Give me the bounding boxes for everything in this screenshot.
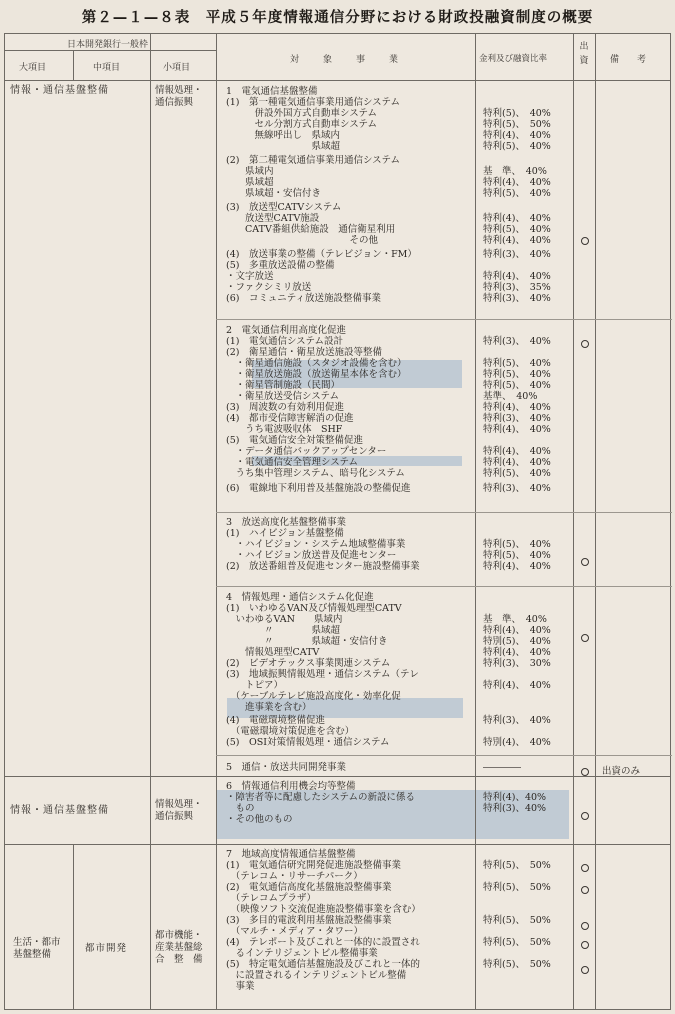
row-rate-text: 特利(3)、40% — [483, 803, 547, 814]
row-target-text: るインテリジェントビル整備事業 — [226, 948, 378, 959]
cat3-medium: 都市開発 — [85, 943, 128, 954]
row-target-text: 県域超 — [226, 177, 274, 188]
row-rate-text: 特利(4)、 40% — [483, 647, 551, 658]
invest-mark — [581, 558, 589, 566]
row-rate-text: 特利(3)、 40% — [483, 249, 551, 260]
row-rate-text: 特利(4)、 40% — [483, 625, 551, 636]
row-target-text: ・衛星放送受信システム — [226, 391, 340, 402]
cat3-small-1: 都市機能・ — [155, 930, 203, 941]
cat3-large-2: 基盤整備 — [13, 949, 52, 960]
invest-mark — [581, 886, 589, 894]
row-target-text: に設置されるインテリジェントビル整備 — [226, 970, 407, 981]
row-target-text: (4) 都市受信障害解消の促進 — [226, 413, 354, 424]
row-target-text: うち電波吸収体 SHF — [226, 424, 343, 435]
row-rate-text: 特利(4)、 40% — [483, 680, 551, 691]
row-rate-text: 特利(4)、 40% — [483, 402, 551, 413]
row-target-text: 放送型CATV施設 — [226, 213, 320, 224]
invest-mark — [581, 864, 589, 872]
row-target-text: ・衛星通信施設（スタジオ設備を含む） — [226, 358, 407, 369]
row-target-text: いわゆるVAN 県域内 — [226, 614, 343, 625]
row-target-text: (5) 多重放送設備の整備 — [226, 260, 335, 271]
row-rate-text: 特利(5)、 50% — [483, 119, 551, 130]
row-rate-text: 特利(4)、 40% — [483, 235, 551, 246]
row-target-text: 進事業を含む） — [226, 702, 312, 713]
cat1-small-2: 通信振興 — [155, 97, 194, 108]
row-rate-text: 特利(5)、 50% — [483, 959, 551, 970]
row-target-text: (1) いわゆるVAN及び情報処理型CATV — [226, 603, 402, 614]
invest-mark — [581, 768, 589, 776]
cat2-small-1: 情報処理・ — [155, 799, 203, 810]
row-target-text: (4) 放送事業の整備（テレビジョン・FM） — [226, 249, 417, 260]
row-target-text: (6) 電線地下利用普及基盤施設の整備促進 — [226, 483, 411, 494]
row-rate-text: 特利(3)、 40% — [483, 715, 551, 726]
row-target-text: (3) 周波数の有効利用促進 — [226, 402, 344, 413]
invest-mark — [581, 941, 589, 949]
invest-mark — [581, 922, 589, 930]
row-target-text: ・文字放送 — [226, 271, 274, 282]
row-target-text: CATV番組供給施設 通信衛星利用 — [226, 224, 396, 235]
row-rate-text: 特利(3)、 40% — [483, 413, 551, 424]
row-rate-text: 特利(5)、 40% — [483, 369, 551, 380]
row-target-text: (1) 電気通信研究開発促進施設整備事業 — [226, 860, 401, 871]
row-target-text: （テレコムプラザ） — [226, 893, 317, 904]
row-target-text: 5 通信・放送共同開発事業 — [226, 762, 347, 773]
row-target-text: 3 放送高度化基盤整備事業 — [226, 517, 347, 528]
row-target-text: トピア） — [226, 680, 284, 691]
header-bank: 日本開発銀行一般枠 — [67, 40, 149, 50]
row-target-text: 2 電気通信利用高度化促進 — [226, 325, 347, 336]
row-target-text: 県域超 — [226, 141, 341, 152]
row-rate-text: 特利(5)、 50% — [483, 882, 551, 893]
header-target: 対 象 事 業 — [290, 55, 401, 65]
row-target-text: 7 地域高度情報通信基盤整備 — [226, 849, 356, 860]
row-target-text: （テレコム・リサーチパーク） — [226, 871, 363, 882]
row-target-text: (5) 電気通信安全対策整備促進 — [226, 435, 363, 446]
row-rate-text: 特利(4)、 40% — [483, 130, 551, 141]
row-target-text: （映像ソフト交流促進施設整備事業を含む） — [226, 904, 421, 915]
row-rate-text: 特利(3)、 40% — [483, 293, 551, 304]
row-target-text: もの — [226, 803, 255, 814]
invest-mark — [581, 237, 589, 245]
row-target-text: ・障害者等に配慮したシステムの新設に係る — [226, 792, 416, 803]
row-rate-text: 特利(3)、 30% — [483, 658, 551, 669]
row-rate-text: 特利(4)、 40% — [483, 177, 551, 188]
header-large: 大項目 — [19, 63, 47, 73]
row-rate-text: 特利(4)、 40% — [483, 446, 551, 457]
financing-table — [4, 33, 671, 1010]
row-rate-text: 特利(5)、 40% — [483, 468, 551, 479]
row-target-text: その他 — [226, 235, 379, 246]
row-target-text: (2) ビデオテックス事業関連システム — [226, 658, 391, 669]
row-target-text: (2) 電気通信高度化基盤施設整備事業 — [226, 882, 392, 893]
row-target-text: (2) 放送番組普及促進センター施設整備事業 — [226, 561, 420, 572]
row-target-text: 情報処理型CATV — [226, 647, 320, 658]
row-rate-text: 特利(5)、 50% — [483, 937, 551, 948]
row-rate-text: 基準、 40% — [483, 391, 538, 402]
row-rate-text: 特利(5)、 40% — [483, 108, 551, 119]
row-target-text: ・その他のもの — [226, 814, 293, 825]
row-target-text: (6) コミュニティ放送施設整備事業 — [226, 293, 382, 304]
row-rate-text: 特利(4)、 40% — [483, 424, 551, 435]
row-rate-text: 特別(5)、 40% — [483, 636, 551, 647]
cat3-small-3: 合 整 備 — [155, 954, 203, 965]
header-invest: 出資 — [579, 42, 589, 66]
row-target-text: （マルチ・メディア・タワー） — [226, 926, 363, 937]
row-target-text: （ケーブルテレビ施設高度化・効率化促 — [226, 691, 401, 702]
header-medium: 中項目 — [93, 63, 121, 73]
invest-mark — [581, 812, 589, 820]
row-rate-text: 特利(3)、 35% — [483, 282, 551, 293]
row-rate-text: 特利(4)、 40% — [483, 271, 551, 282]
row-target-text: うち集中管理システム、暗号化システム — [226, 468, 405, 479]
cat2-large: 情報・通信基盤整備 — [10, 805, 109, 816]
row-target-text: ・電気通信安全管理システム — [226, 457, 359, 468]
row-target-text: 1 電気通信基盤整備 — [226, 86, 318, 97]
row-rate-text: 特利(5)、 40% — [483, 380, 551, 391]
row-rate-text: 特利(4)、40% — [483, 792, 547, 803]
row-rate-text: 特利(5)、 50% — [483, 915, 551, 926]
row-target-text: （電磁環境対策促進を含む） — [226, 726, 355, 737]
row-rate-text: 特利(4)、 40% — [483, 561, 551, 572]
row-rate-text: 特利(5)、 40% — [483, 224, 551, 235]
row-target-text: (3) 地域振興情報処理・通信システム（テレ — [226, 669, 419, 680]
row-rate-text: 特利(3)、 40% — [483, 483, 551, 494]
cat3-small-2: 産業基盤総 — [155, 942, 203, 953]
row-rate-text: 特利(5)、 40% — [483, 358, 551, 369]
row-rate-text: ―――― — [483, 762, 521, 773]
invest-mark — [581, 966, 589, 974]
header-remarks: 備 考 — [610, 55, 647, 65]
row-target-text: (1) 第一種電気通信事業用通信システム — [226, 97, 401, 108]
row-target-text: 〃 県域超・安信付き — [226, 636, 388, 647]
row-target-text: ・ファクシミリ放送 — [226, 282, 312, 293]
row-rate-text: 特利(4)、 40% — [483, 457, 551, 468]
row-target-text: ・衛星放送施設（放送衛星本体を含む） — [226, 369, 407, 380]
row-target-text: ・データ通信バックアップセンター — [226, 446, 387, 457]
row-target-text: 無線呼出し 県域内 — [226, 130, 341, 141]
row-target-text: 併設外国方式自動車システム — [226, 108, 378, 119]
row-rate-text: 特別(4)、 40% — [483, 737, 551, 748]
row-target-text: 事業 — [226, 981, 255, 992]
row-target-text: 6 情報通信利用機会均等整備 — [226, 781, 356, 792]
row-rate-text: 基 準、 40% — [483, 166, 547, 177]
row-target-text: ・ハイビジョン・システム地域整備事業 — [226, 539, 406, 550]
row-target-text: 4 情報処理・通信システム化促進 — [226, 592, 374, 603]
header-rate: 金利及び融資比率 — [479, 54, 548, 64]
header-small: 小項目 — [163, 63, 191, 73]
row-target-text: (5) OSI対策情報処理・通信システム — [226, 737, 390, 748]
row-target-text: (3) 放送型CATVシステム — [226, 202, 342, 213]
row-target-text: (4) テレポート及びこれと一体的に設置され — [226, 937, 420, 948]
row-rate-text: 特利(5)、 40% — [483, 188, 551, 199]
row-target-text: (5) 特定電気通信基盤施設及びこれと一体的 — [226, 959, 420, 970]
row-rate-text: 特利(5)、 40% — [483, 550, 551, 561]
invest-mark — [581, 340, 589, 348]
row-rate-text: 特利(5)、 40% — [483, 539, 551, 550]
remarks-note: 出資のみ — [602, 766, 641, 777]
row-target-text: (4) 電磁環境整備促進 — [226, 715, 325, 726]
row-target-text: (1) 電気通信システム設計 — [226, 336, 344, 347]
row-target-text: セル分割方式自動車システム — [226, 119, 378, 130]
row-rate-text: 特利(4)、 40% — [483, 213, 551, 224]
row-target-text: 県域内 — [226, 166, 274, 177]
row-target-text: (2) 衛星通信・衛星放送施設等整備 — [226, 347, 382, 358]
row-target-text: (3) 多目的電波利用基盤施設整備事業 — [226, 915, 392, 926]
row-target-text: (1) ハイビジョン基盤整備 — [226, 528, 344, 539]
cat1-small-1: 情報処理・ — [155, 85, 203, 96]
row-rate-text: 特利(3)、 40% — [483, 336, 551, 347]
cat2-small-2: 通信振興 — [155, 811, 194, 822]
cat1-large: 情報・通信基盤整備 — [10, 85, 109, 96]
row-target-text: (2) 第二種電気通信事業用通信システム — [226, 155, 401, 166]
row-target-text: ・衛星管制施設（民間） — [226, 380, 341, 391]
cat3-large-1: 生活・都市 — [13, 937, 61, 948]
row-rate-text: 基 準、 40% — [483, 614, 547, 625]
row-target-text: ・ハイビジョン放送普及促進センター — [226, 550, 397, 561]
row-target-text: 県域超・安信付き — [226, 188, 322, 199]
row-target-text: 〃 県域超 — [226, 625, 341, 636]
invest-mark — [581, 634, 589, 642]
row-rate-text: 特利(5)、 40% — [483, 141, 551, 152]
page-title: 第２—１—８表 平成５年度情報通信分野における財政投融資制度の概要 — [81, 10, 594, 26]
row-rate-text: 特利(5)、 50% — [483, 860, 551, 871]
